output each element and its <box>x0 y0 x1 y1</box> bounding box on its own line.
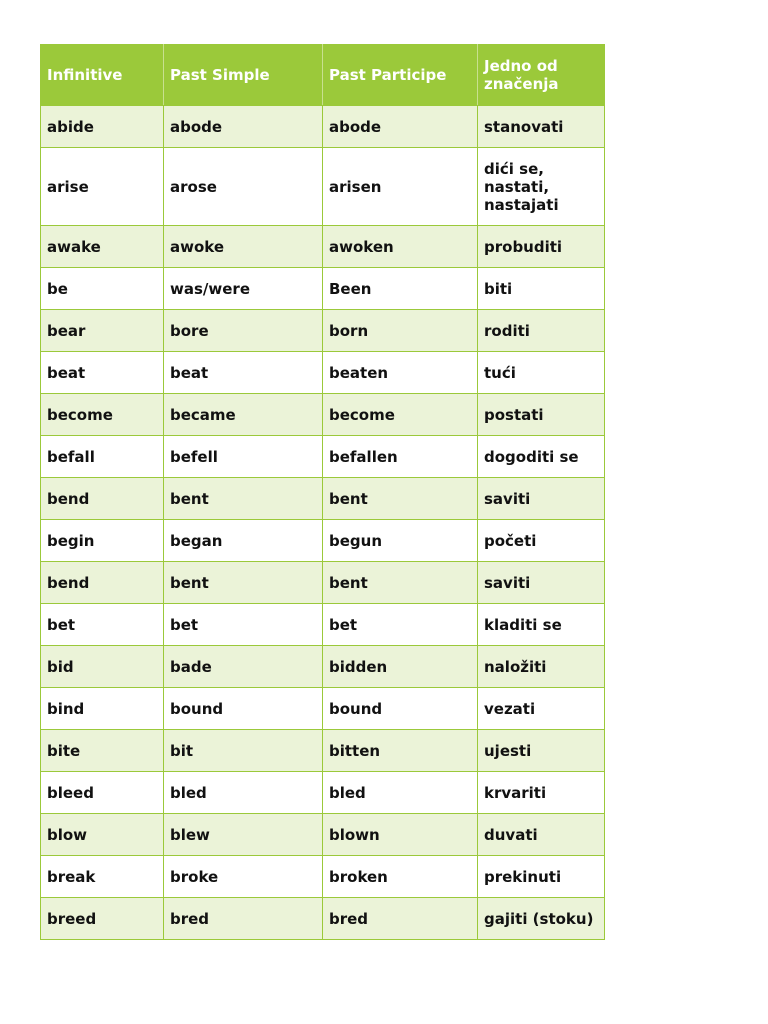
infinitive-cell: become <box>41 394 164 436</box>
table-row <box>41 436 605 478</box>
past-participle-cell: awoken <box>323 226 478 268</box>
meaning-cell: dogoditi se <box>478 436 605 478</box>
meaning-cell: stanovati <box>478 106 605 148</box>
meaning-cell: krvariti <box>478 772 605 814</box>
table-header <box>41 45 605 106</box>
irregular-verbs-table <box>40 44 605 940</box>
infinitive-cell: abide <box>41 106 164 148</box>
meaning-cell: početi <box>478 520 605 562</box>
past-participle-cell: bent <box>323 478 478 520</box>
past-participle-cell: begun <box>323 520 478 562</box>
meaning-cell: probuditi <box>478 226 605 268</box>
past-participle-cell: born <box>323 310 478 352</box>
infinitive-cell: bleed <box>41 772 164 814</box>
meaning-cell: prekinuti <box>478 856 605 898</box>
infinitive-cell: bite <box>41 730 164 772</box>
meaning-cell: roditi <box>478 310 605 352</box>
past-participle-cell: bet <box>323 604 478 646</box>
table-row <box>41 394 605 436</box>
table-body <box>41 106 605 940</box>
infinitive-cell: bet <box>41 604 164 646</box>
meaning-cell: gajiti (stoku) <box>478 898 605 940</box>
past-participle-cell: Been <box>323 268 478 310</box>
table-row <box>41 856 605 898</box>
past-participle-cell: beaten <box>323 352 478 394</box>
table-row <box>41 730 605 772</box>
past-simple-cell: abode <box>164 106 323 148</box>
meaning-cell: saviti <box>478 478 605 520</box>
meaning-cell: ujesti <box>478 730 605 772</box>
table-row <box>41 646 605 688</box>
meaning-cell: biti <box>478 268 605 310</box>
past-simple-cell: bet <box>164 604 323 646</box>
past-simple-cell: became <box>164 394 323 436</box>
meaning-cell: saviti <box>478 562 605 604</box>
table-row <box>41 148 605 226</box>
past-participle-cell: blown <box>323 814 478 856</box>
past-simple-cell: arose <box>164 148 323 226</box>
past-participle-cell: broken <box>323 856 478 898</box>
past-simple-cell: bore <box>164 310 323 352</box>
past-simple-cell: bit <box>164 730 323 772</box>
infinitive-cell: befall <box>41 436 164 478</box>
meaning-cell: tući <box>478 352 605 394</box>
meaning-cell: naložiti <box>478 646 605 688</box>
past-participle-cell: become <box>323 394 478 436</box>
header-past-simple: Past Simple <box>164 45 323 106</box>
table-row <box>41 310 605 352</box>
past-participle-cell: arisen <box>323 148 478 226</box>
infinitive-cell: bind <box>41 688 164 730</box>
past-participle-cell: bidden <box>323 646 478 688</box>
past-participle-cell: bled <box>323 772 478 814</box>
past-simple-cell: bent <box>164 562 323 604</box>
table-row <box>41 688 605 730</box>
past-simple-cell: bade <box>164 646 323 688</box>
table-row <box>41 106 605 148</box>
past-simple-cell: awoke <box>164 226 323 268</box>
header-meaning: Jedno od značenja <box>478 45 605 106</box>
header-past-participle: Past Participe <box>323 45 478 106</box>
table-row <box>41 226 605 268</box>
past-simple-cell: began <box>164 520 323 562</box>
table-row <box>41 814 605 856</box>
table-row <box>41 268 605 310</box>
infinitive-cell: bid <box>41 646 164 688</box>
table-row <box>41 898 605 940</box>
infinitive-cell: break <box>41 856 164 898</box>
past-simple-cell: bred <box>164 898 323 940</box>
past-participle-cell: bound <box>323 688 478 730</box>
header-infinitive: Infinitive <box>41 45 164 106</box>
infinitive-cell: bend <box>41 562 164 604</box>
infinitive-cell: arise <box>41 148 164 226</box>
meaning-cell: dići se, nastati, nastajati <box>478 148 605 226</box>
infinitive-cell: breed <box>41 898 164 940</box>
past-simple-cell: beat <box>164 352 323 394</box>
infinitive-cell: beat <box>41 352 164 394</box>
past-simple-cell: bent <box>164 478 323 520</box>
past-simple-cell: bound <box>164 688 323 730</box>
meaning-cell: vezati <box>478 688 605 730</box>
table-row <box>41 520 605 562</box>
past-simple-cell: befell <box>164 436 323 478</box>
infinitive-cell: be <box>41 268 164 310</box>
table-row <box>41 478 605 520</box>
past-participle-cell: abode <box>323 106 478 148</box>
past-simple-cell: blew <box>164 814 323 856</box>
past-participle-cell: bent <box>323 562 478 604</box>
past-simple-cell: bled <box>164 772 323 814</box>
infinitive-cell: blow <box>41 814 164 856</box>
past-participle-cell: bred <box>323 898 478 940</box>
meaning-cell: duvati <box>478 814 605 856</box>
infinitive-cell: bend <box>41 478 164 520</box>
table-row <box>41 352 605 394</box>
infinitive-cell: bear <box>41 310 164 352</box>
infinitive-cell: begin <box>41 520 164 562</box>
table-row <box>41 772 605 814</box>
past-simple-cell: broke <box>164 856 323 898</box>
past-participle-cell: befallen <box>323 436 478 478</box>
past-simple-cell: was/were <box>164 268 323 310</box>
infinitive-cell: awake <box>41 226 164 268</box>
header-row <box>41 45 605 106</box>
past-participle-cell: bitten <box>323 730 478 772</box>
meaning-cell: postati <box>478 394 605 436</box>
table-row <box>41 604 605 646</box>
table-row <box>41 562 605 604</box>
meaning-cell: kladiti se <box>478 604 605 646</box>
